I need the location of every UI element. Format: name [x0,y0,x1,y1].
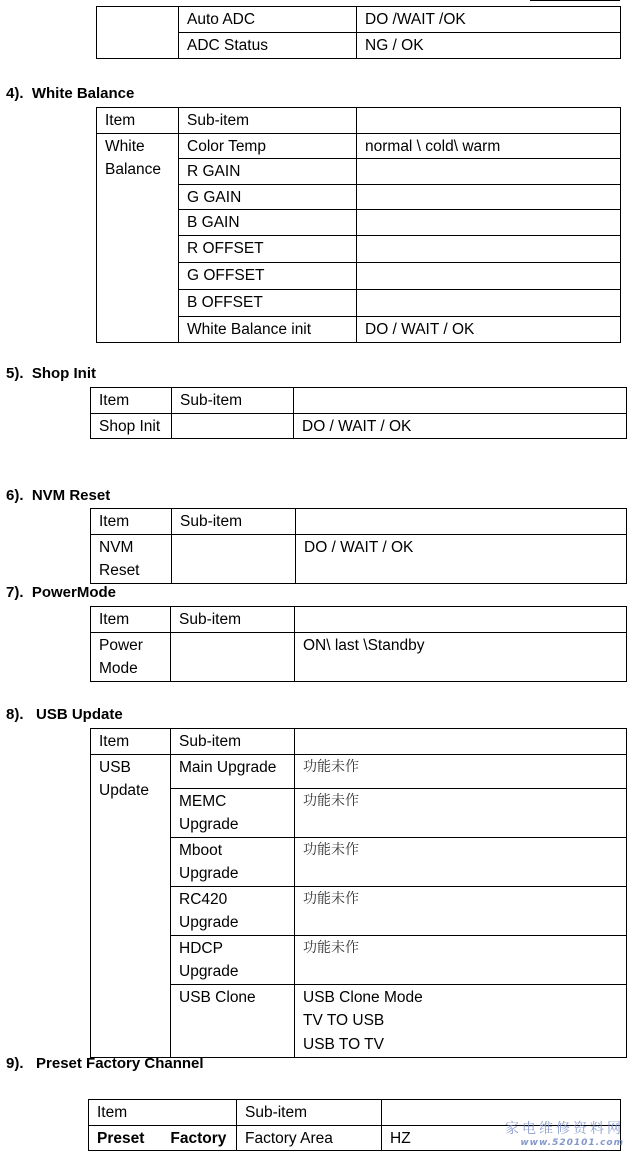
sub-item-cell [172,413,294,439]
item-cell: Shop Init [91,413,172,439]
item-cell-usb-update: USB Update [91,754,171,1057]
item-cell: NVM Reset [91,534,172,583]
sub-item-cell: G GAIN [179,184,357,210]
header-item: Item [97,108,179,134]
value-cell: 功能未作 [295,788,627,837]
sub-item-cell: MEMC Upgrade [171,788,295,837]
sub-item-cell: R GAIN [179,159,357,185]
usb-update-table [90,728,627,1058]
value-cell: DO / WAIT / OK [357,317,621,343]
header-item: Item [89,1100,237,1126]
value-cell: DO /WAIT /OK [357,7,621,33]
value-cell [357,290,621,317]
sub-item-cell: RC420 Upgrade [171,886,295,935]
value-cell [357,210,621,236]
adc-item-cell [97,7,179,59]
header-item: Item [91,607,171,633]
sub-item-cell: ADC Status [179,32,357,58]
sub-item-cell [171,632,295,681]
sub-item-cell: HDCP Upgrade [171,935,295,984]
value-cell [357,159,621,185]
section-heading-shop-init: 5). Shop Init [6,365,96,382]
section-heading-power-mode: 7). PowerMode [6,584,117,601]
header-sub-item: Sub-item [171,729,295,755]
power-mode-table [90,606,627,682]
sub-item-cell: R OFFSET [179,236,357,263]
sub-item-cell: Color Temp [179,133,357,159]
sub-item-cell: B OFFSET [179,290,357,317]
header-sub-item: Sub-item [237,1100,382,1126]
adc-table [96,6,621,59]
header-item: Item [91,729,171,755]
item-cell-white-balance: White Balance [97,133,179,343]
value-cell: USB Clone Mode TV TO USB USB TO TV [295,984,627,1057]
value-cell: 功能未作 [295,935,627,984]
header-value [357,108,621,134]
sub-item-cell: Main Upgrade [171,754,295,788]
item-cell-preset-factory [89,1125,237,1151]
header-sub-item: Sub-item [172,388,294,414]
watermark-url: www.520101.com [520,1138,624,1148]
white-balance-table [96,107,621,343]
sub-item-cell: Auto ADC [179,7,357,33]
sub-item-cell: G OFFSET [179,263,357,290]
section-heading-nvm-reset: 6). NVM Reset [6,487,111,504]
section-heading-preset-factory-channel: 9). Preset Factory Channel [6,1055,204,1072]
sub-item-cell: Mboot Upgrade [171,837,295,886]
value-cell: HZ [382,1125,621,1151]
header-sub-item: Sub-item [171,607,295,633]
sub-item-cell: Factory Area [237,1125,382,1151]
value-cell [357,236,621,263]
value-cell [357,263,621,290]
section-heading-white-balance: 4). White Balance [6,85,135,102]
value-cell: ON\ last \Standby [295,632,627,681]
shop-init-table [90,387,627,439]
page-top-rule [530,0,620,1]
sub-item-cell [172,534,296,583]
item-word-factory: Factory [170,1129,227,1147]
header-sub-item: Sub-item [179,108,357,134]
header-value [294,388,627,414]
value-cell: DO / WAIT / OK [294,413,627,439]
header-value [295,607,627,633]
sub-item-cell: USB Clone [171,984,295,1057]
nvm-reset-table [90,508,627,584]
value-cell: 功能未作 [295,886,627,935]
item-word-preset: Preset [97,1129,145,1147]
header-item: Item [91,388,172,414]
watermark-text: 家电维修资料网 [505,1121,624,1137]
value-cell: DO / WAIT / OK [296,534,627,583]
sub-item-cell: B GAIN [179,210,357,236]
site-watermark [505,1122,624,1150]
header-value [295,729,627,755]
value-cell: 功能未作 [295,837,627,886]
value-cell: normal \ cold\ warm [357,133,621,159]
header-sub-item: Sub-item [172,509,296,535]
section-heading-usb-update: 8). USB Update [6,706,123,723]
value-cell [357,184,621,210]
header-value [296,509,627,535]
header-item: Item [91,509,172,535]
value-cell: 功能未作 [295,754,627,788]
value-cell: NG / OK [357,32,621,58]
item-cell: Power Mode [91,632,171,681]
sub-item-cell: White Balance init [179,317,357,343]
